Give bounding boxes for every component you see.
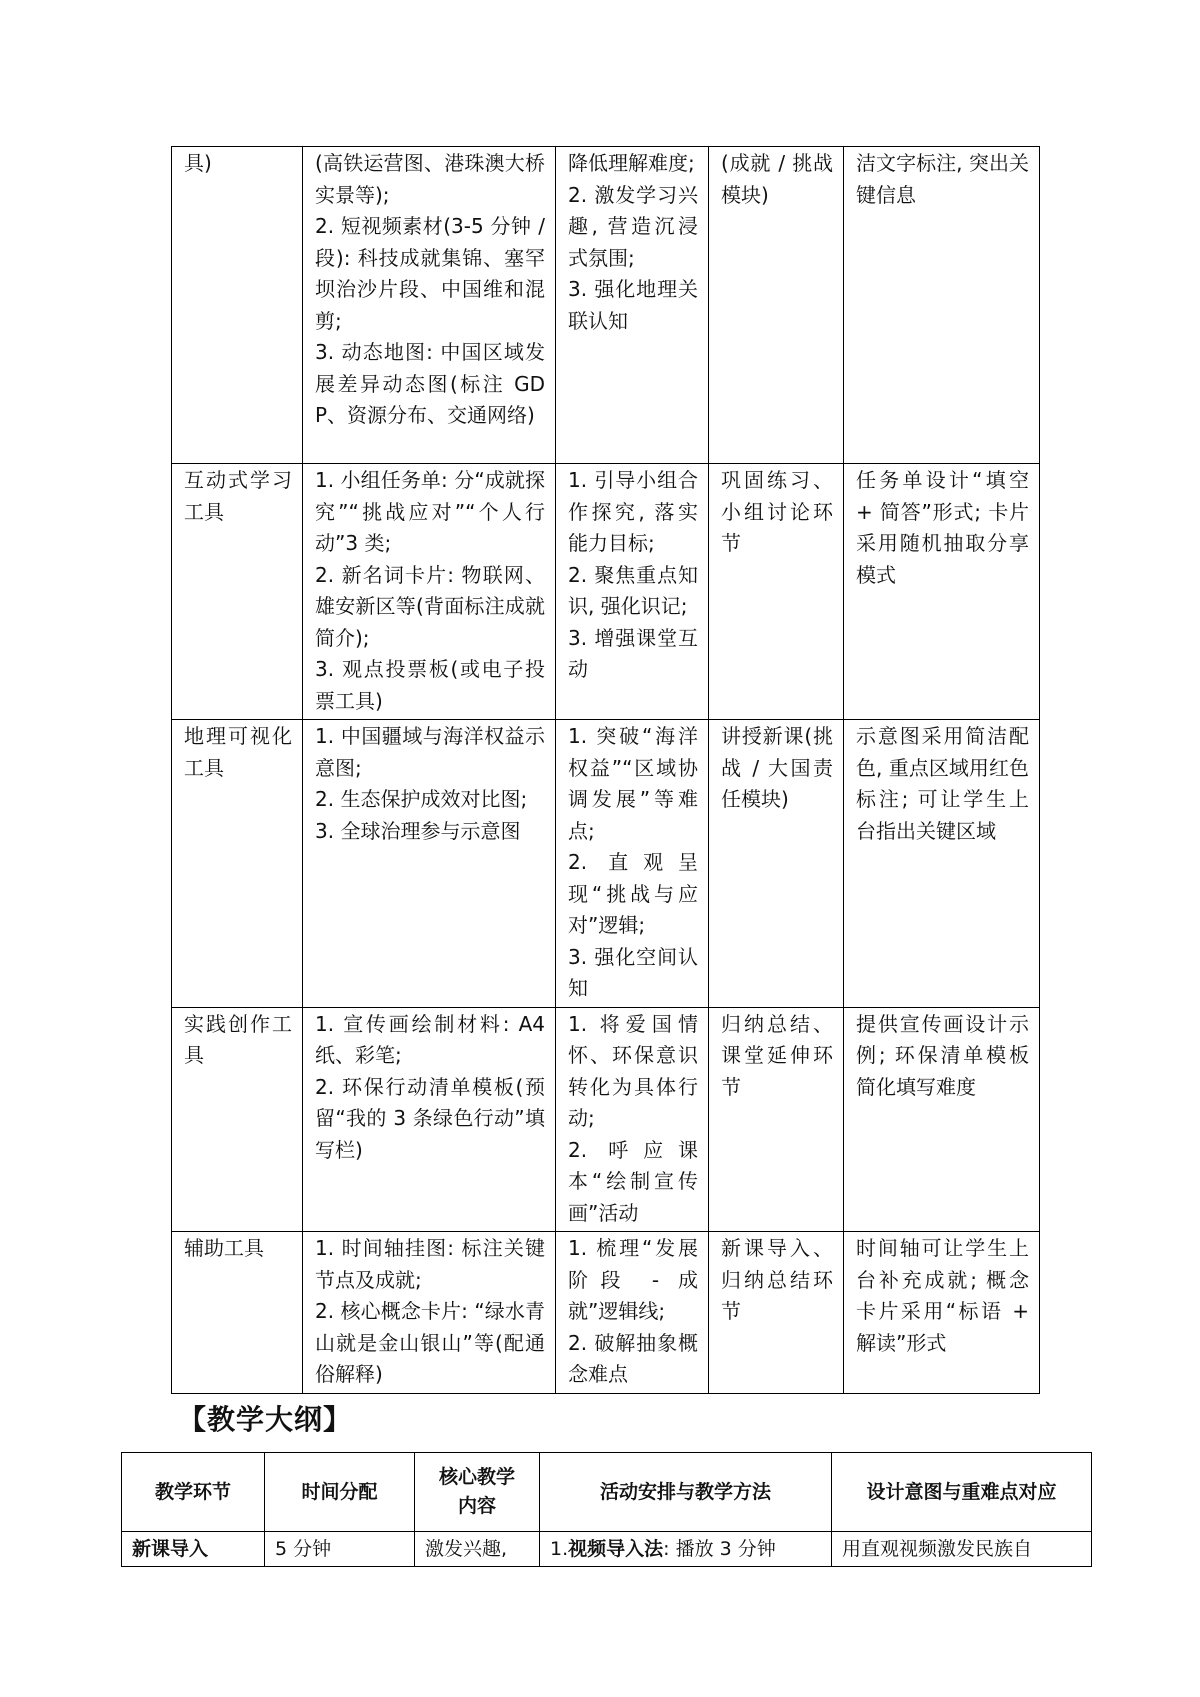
cell-line: 1. 将爱国情怀、环保意识转化为具体行动; (568, 1011, 698, 1130)
cell-line: 2. 聚焦重点知识, 强化识记; (568, 562, 698, 618)
cell-line: 2. 呼应课本“绘制宣传画”活动 (568, 1137, 698, 1225)
cell-text: 洁文字标注, 突出关键信息 (856, 151, 1029, 207)
column-header: 教学环节 (122, 1453, 265, 1532)
tool-notes-cell (844, 1007, 1040, 1232)
cell-text: 互动式学习工具 (184, 468, 292, 524)
teaching-tools-table (171, 146, 1040, 1394)
table-header-row (122, 1453, 1092, 1532)
cell-text: 任务单设计“填空 + 简答”形式; 卡片采用随机抽取分享模式 (856, 468, 1029, 587)
table-row (172, 720, 1040, 1008)
cell-line: 2. 核心概念卡片: “绿水青山就是金山银山”等(配通俗解释) (315, 1299, 545, 1386)
activity-text: : 播放 3 分钟 (663, 1538, 776, 1560)
table-row (172, 147, 1040, 464)
cell-line: 1. 中国疆域与海洋权益示意图; (315, 724, 545, 780)
tool-type-cell (172, 1007, 303, 1232)
teaching-outline-table (121, 1452, 1092, 1567)
cell-text: 时间轴可让学生上台补充成就; 概念卡片采用“标语 + 解读”形式 (856, 1236, 1029, 1355)
cell-line: 2. 短视频素材(3-5 分钟 / 段): 科技成就集锦、塞罕坝治沙片段、中国维和混剪; (315, 214, 545, 333)
tool-stage-cell (709, 720, 844, 1008)
tool-items-cell (303, 147, 556, 464)
cell-text: 讲授新课(挑战 / 大国责任模块) (721, 724, 833, 811)
tool-stage-cell (709, 464, 844, 720)
tool-type-cell (172, 1232, 303, 1394)
table-row (122, 1532, 1092, 1567)
cell-line: 2. 破解抽象概念难点 (568, 1330, 698, 1386)
tool-stage-cell (709, 147, 844, 464)
tool-notes-cell (844, 720, 1040, 1008)
content-cell: 激发兴趣, (415, 1532, 540, 1567)
cell-text: 巩固练习、小组讨论环节 (721, 468, 833, 555)
time-cell: 5 分钟 (265, 1532, 415, 1567)
cell-line: 1. 梳理“发展阶段 - 成就”逻辑线; (568, 1236, 698, 1323)
cell-line: 1. 宣传画绘制材料: A4 纸、彩笔; (315, 1011, 545, 1067)
tool-purpose-cell (556, 147, 709, 464)
cell-line: (高铁运营图、港珠澳大桥实景等); (315, 151, 545, 207)
tool-items-cell (303, 464, 556, 720)
cell-text: (成就 / 挑战模块) (721, 151, 833, 207)
tool-purpose-cell (556, 720, 709, 1008)
cell-line: 1. 小组任务单: 分“成就探究”“挑战应对”“个人行动”3 类; (315, 468, 545, 555)
cell-line: 2. 生态保护成效对比图; (315, 787, 528, 811)
cell-line: 2. 环保行动清单模板(预留“我的 3 条绿色行动”填写栏) (315, 1074, 545, 1162)
tool-notes-cell (844, 464, 1040, 720)
cell-text: 具) (184, 151, 212, 175)
column-header: 核心教学内容 (415, 1453, 540, 1532)
stage-cell: 新课导入 (122, 1532, 265, 1567)
tool-stage-cell (709, 1232, 844, 1394)
column-header: 设计意图与重难点对应 (832, 1453, 1092, 1532)
cell-text: 实践创作工具 (184, 1011, 292, 1067)
table-row (172, 464, 1040, 720)
cell-line: 降低理解难度; (568, 151, 695, 175)
cell-text: 示意图采用简洁配色, 重点区域用红色标注; 可让学生上台指出关键区域 (856, 724, 1029, 843)
tool-type-cell (172, 464, 303, 720)
table-row (172, 1232, 1040, 1394)
tool-purpose-cell (556, 464, 709, 720)
tool-stage-cell (709, 1007, 844, 1232)
cell-text: 归纳总结、课堂延伸环节 (721, 1011, 833, 1099)
tool-type-cell (172, 720, 303, 1008)
table-row (172, 1007, 1040, 1232)
tool-notes-cell (844, 147, 1040, 464)
cell-line: 3. 强化空间认知 (568, 944, 698, 1000)
intent-cell: 用直观视频激发民族自 (832, 1532, 1092, 1567)
cell-text: 辅助工具 (184, 1236, 264, 1260)
tool-purpose-cell (556, 1232, 709, 1394)
cell-line: 1. 突破“海洋权益”“区域协调发展”等难点; (568, 724, 698, 843)
cell-text: 提供宣传画设计示例; 环保清单模板简化填写难度 (856, 1011, 1029, 1099)
tool-notes-cell (844, 1232, 1040, 1394)
tool-items-cell (303, 1232, 556, 1394)
cell-line: 3. 强化地理关联认知 (568, 277, 698, 333)
cell-line: 2. 激发学习兴趣, 营造沉浸式氛围; (568, 182, 698, 270)
cell-line: 3. 观点投票板(或电子投票工具) (315, 657, 545, 713)
cell-line: 3. 全球治理参与示意图 (315, 818, 521, 843)
cell-line: 3. 动态地图: 中国区域发展差异动态图(标注 GDP、资源分布、交通网络) (315, 340, 545, 427)
cell-line: 2. 新名词卡片: 物联网、雄安新区等(背面标注成就简介); (315, 562, 545, 650)
tool-purpose-cell (556, 1007, 709, 1232)
section-heading: 【教学大纲】 (178, 1403, 353, 1436)
cell-line: 3. 增强课堂互动 (568, 625, 698, 681)
cell-line: 1. 引导小组合作探究, 落实能力目标; (568, 468, 698, 555)
activity-cell (540, 1532, 832, 1567)
activity-number: 1. (550, 1538, 569, 1560)
activity-method: 视频导入法 (568, 1538, 664, 1560)
cell-line: 2. 直观呈现“挑战与应对”逻辑; (568, 850, 698, 937)
tool-items-cell (303, 720, 556, 1008)
tool-items-cell (303, 1007, 556, 1232)
column-header: 时间分配 (265, 1453, 415, 1532)
tool-type-cell (172, 147, 303, 464)
cell-line: 1. 时间轴挂图: 标注关键节点及成就; (315, 1236, 545, 1292)
cell-text: 新课导入、归纳总结环节 (721, 1236, 833, 1323)
column-header: 活动安排与教学方法 (540, 1453, 832, 1532)
cell-text: 地理可视化工具 (184, 724, 292, 780)
